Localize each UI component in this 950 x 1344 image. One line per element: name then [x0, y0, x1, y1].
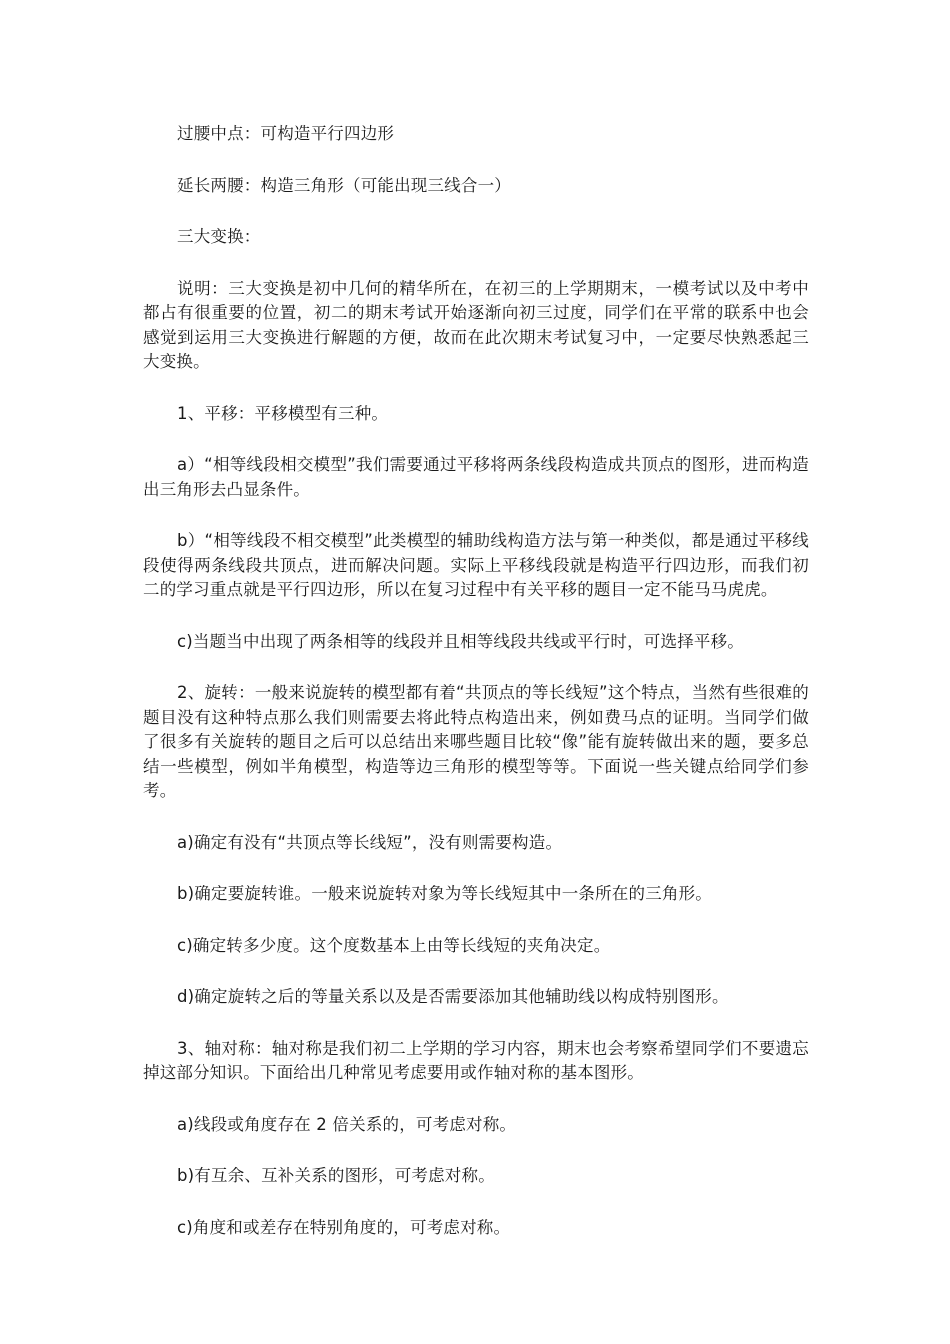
section-heading-three-transformations: 三大变换： — [177, 227, 261, 246]
list-item-translation-a: a）“相等线段相交模型”我们需要通过平移将两条线段构造成共顶点的图形，进而构造出三角形去凸显条件。 — [143, 455, 809, 499]
paragraph-extend-legs: 延长两腰：构造三角形（可能出现三线合一） — [177, 175, 511, 195]
list-item-rotation-a: a)确定有没有“共顶点等长线短”，没有则需要构造。 — [177, 832, 563, 852]
paragraph-explanation: 说明：三大变换是初中几何的精华所在，在初三的上学期期末，一模考试以及中考中都占有很重要的位置，初二的期末考试开始逐渐向初三过度，同学们在平常的联系中也会感觉到运用三大变换进行解题的方便，故而在此次期末考试复习中，一定要尽快熟悉起三大变换。 — [143, 278, 809, 371]
list-item-translation-b: b）“相等线段不相交模型”此类模型的辅助线构造方法与第一种类似，都是通过平移线段使得两条线段共顶点，进而解决问题。实际上平移线段就是构造平行四边形，而我们初二的学习重点就是平行四边形，所以在复习过程中有关平移的题目一定不能马马虎虎。 — [143, 531, 809, 599]
paragraph-waist-midpoint: 过腰中点：可构造平行四边形 — [177, 124, 395, 143]
list-item-rotation-b: b)确定要旋转谁。一般来说旋转对象为等长线短其中一条所在的三角形。 — [177, 884, 713, 903]
list-item-symmetry-c: c)角度和或差存在特别角度的，可考虑对称。 — [177, 1217, 511, 1237]
list-item-symmetry-b: b)有互余、互补关系的图形，可考虑对称。 — [177, 1166, 495, 1185]
heading-axial-symmetry: 3、轴对称：轴对称是我们初二上学期的学习内容，期末也会考察希望同学们不要遗忘掉这部分知识。下面给出几种常见考虑要用或作轴对称的基本图形。 — [143, 1038, 809, 1082]
heading-rotation: 2、旋转：一般来说旋转的模型都有着“共顶点的等长线短”这个特点，当然有些很难的题目没有这种特点那么我们则需要去将此特点构造出来，例如费马点的证明。当同学们做了很多有关旋转的题目之后可以总结出来哪些题目比较“像”能有旋转做出来的题，要多总结一些模型，例如半角模型，构造等边三角形的模型等等。下面说一些关键点给同学们参考。 — [143, 683, 809, 800]
list-item-translation-c: c)当题当中出现了两条相等的线段并且相等线段共线或平行时，可选择平移。 — [177, 631, 745, 651]
list-item-symmetry-a: a)线段或角度存在 2 倍关系的，可考虑对称。 — [177, 1114, 517, 1134]
list-item-rotation-c: c)确定转多少度。这个度数基本上由等长线短的夹角决定。 — [177, 935, 611, 955]
list-item-rotation-d: d)确定旋转之后的等量关系以及是否需要添加其他辅助线以构成特别图形。 — [177, 987, 729, 1006]
document-body — [143, 122, 809, 1267]
heading-translation: 1、平移：平移模型有三种。 — [177, 403, 389, 423]
